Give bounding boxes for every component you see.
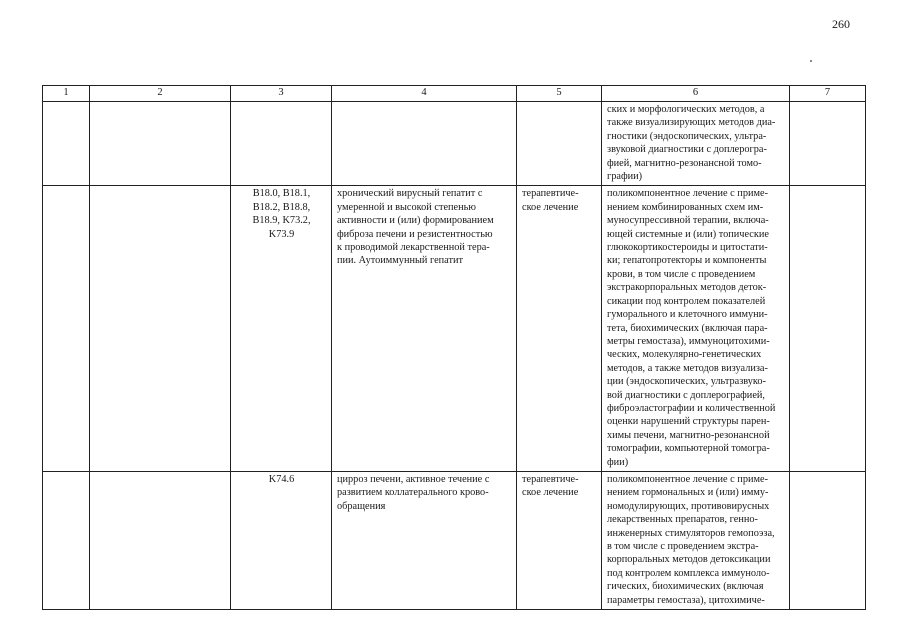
- cell-diagnosis: [332, 102, 517, 186]
- cell-icd-codes: K74.6: [231, 471, 332, 609]
- header-col-2: 2: [90, 86, 231, 102]
- cell-diagnosis: цирроз печени, активное течение с развитием коллатерального крово- обращения: [332, 471, 517, 609]
- cell-treatment-type: [517, 102, 602, 186]
- table-row: [43, 102, 866, 186]
- cell-col-7: [790, 186, 866, 472]
- header-col-6: 6: [602, 86, 790, 102]
- cell-treatment-type: терапевтиче- ское лечение: [517, 471, 602, 609]
- header-col-7: 7: [790, 86, 866, 102]
- cell-treatment-type: терапевтиче- ское лечение: [517, 186, 602, 472]
- cell-diagnosis: хронический вирусный гепатит с умеренной и высокой степенью активности и (или) формированием фиброза печени и резистентностью к проводимой лекарственной тера- пии. Аутоиммунный гепатит: [332, 186, 517, 472]
- cell-icd-codes: [231, 102, 332, 186]
- cell-col-1: [43, 471, 90, 609]
- header-col-3: 3: [231, 86, 332, 102]
- cell-treatment-method: ских и морфологических методов, а также визуализирующих методов диа- гностики (эндоскопических, ультра- звуковой диагностики с доплерогра- фией, магнитно-резонансной томо- графии): [602, 102, 790, 186]
- cell-col-7: [790, 102, 866, 186]
- cell-icd-codes: B18.0, B18.1, B18.2, B18.8, B18.9, K73.2, K73.9: [231, 186, 332, 472]
- scan-speck: [810, 60, 812, 62]
- table-row: [43, 186, 866, 472]
- header-col-5: 5: [517, 86, 602, 102]
- cell-col-1: [43, 102, 90, 186]
- cell-col-2: [90, 186, 231, 472]
- cell-treatment-method: поликомпонентное лечение с приме- нением гормональных и (или) имму- номодулирующих, противовирусных лекарственных препаратов, генно- инженерных стимуляторов гемопоэза, в том числе с проведением экстра- корпоральных методов детоксикации под контролем комплекса иммуноло- гических, биохимических (включая параметры гемостаза), цитохимиче-: [602, 471, 790, 609]
- cell-col-2: [90, 102, 231, 186]
- cell-col-1: [43, 186, 90, 472]
- cell-col-7: [790, 471, 866, 609]
- header-col-1: 1: [43, 86, 90, 102]
- page-number: 260: [832, 17, 850, 31]
- header-col-4: 4: [332, 86, 517, 102]
- header-row: [43, 86, 866, 102]
- table-row: [43, 471, 866, 609]
- cell-treatment-method: поликомпонентное лечение с приме- нением комбинированных схем им- муносупрессивной терапии, включа- ющей системные и (или) топические глюкокортикостероиды и цитостати- ки; гепатопротекторы и компоненты крови, в том числе с проведением экстракорпоральных методов деток- сикации под контролем показателей гуморального и клеточного иммуни- тета, биохимических (включая пара- метры гемостаза), иммуноцитохими- ческих, молекулярно-генетических методов, а также методов визуализа- ции (эндоскопических, ультразвуко- вой диагностики с доплерографией, фиброэластографии и количественной оценки нарушений структуры парен- химы печени, магнитно-резонансной томографии, компьютерной томогра- фии): [602, 186, 790, 472]
- cell-col-2: [90, 471, 231, 609]
- medical-care-table: [42, 85, 866, 610]
